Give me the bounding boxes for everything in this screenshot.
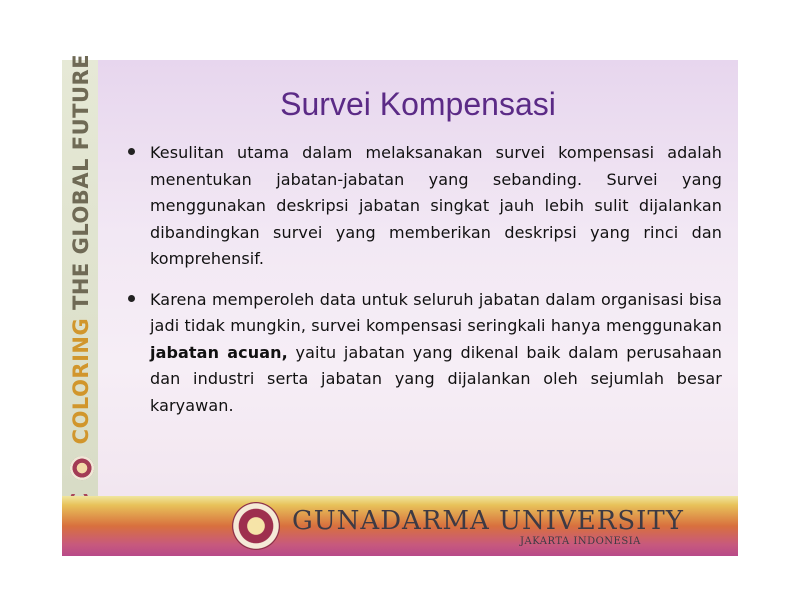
bullet-text: Kesulitan utama dalam melaksanakan survei kompensasi adalah menentukan jabatan-jabatan yang sebanding. Survei yang menggunakan deskripsi jabatan singkat jauh lebih sulit dijalankan dibandingkan survei yang memberikan deskripsi yang rinci dan komprehensif. xyxy=(150,143,722,268)
university-location: JAKARTA INDONESIA xyxy=(520,536,641,547)
bullet-bold-term: jabatan acuan, xyxy=(150,342,288,362)
sidebar-slogan xyxy=(66,54,94,530)
university-name: GUNADARMA UNIVERSITY xyxy=(292,506,684,536)
slide xyxy=(62,53,738,556)
university-seal-icon xyxy=(70,456,94,480)
bullet-dot-icon xyxy=(128,295,135,302)
slide-title: Survei Kompensasi xyxy=(280,86,556,122)
sidebar-banner xyxy=(62,53,98,496)
sidebar-global-future-text: THE GLOBAL FUTURE xyxy=(69,53,93,310)
bullet-text-part: Karena memperoleh data untuk seluruh jabatan dalam organisasi bisa jadi tidak mungkin, survei kompensasi seringkali hanya menggunakan xyxy=(150,289,722,335)
bullet-item xyxy=(112,287,722,420)
footer-banner xyxy=(62,496,738,556)
bullet-item xyxy=(112,140,722,273)
bullet-dot-icon xyxy=(128,148,135,155)
bullet-list xyxy=(112,140,722,433)
bullet-text xyxy=(150,287,722,420)
university-logo-icon xyxy=(232,502,280,550)
bullet-text-part: yaitu jabatan yang dikenal baik dalam perusahaan dan industri serta jabatan yang dijalankan oleh sejumlah besar karyawan. xyxy=(150,342,722,415)
sidebar-coloring-text: COLORING xyxy=(69,317,93,445)
content-area xyxy=(98,60,738,496)
